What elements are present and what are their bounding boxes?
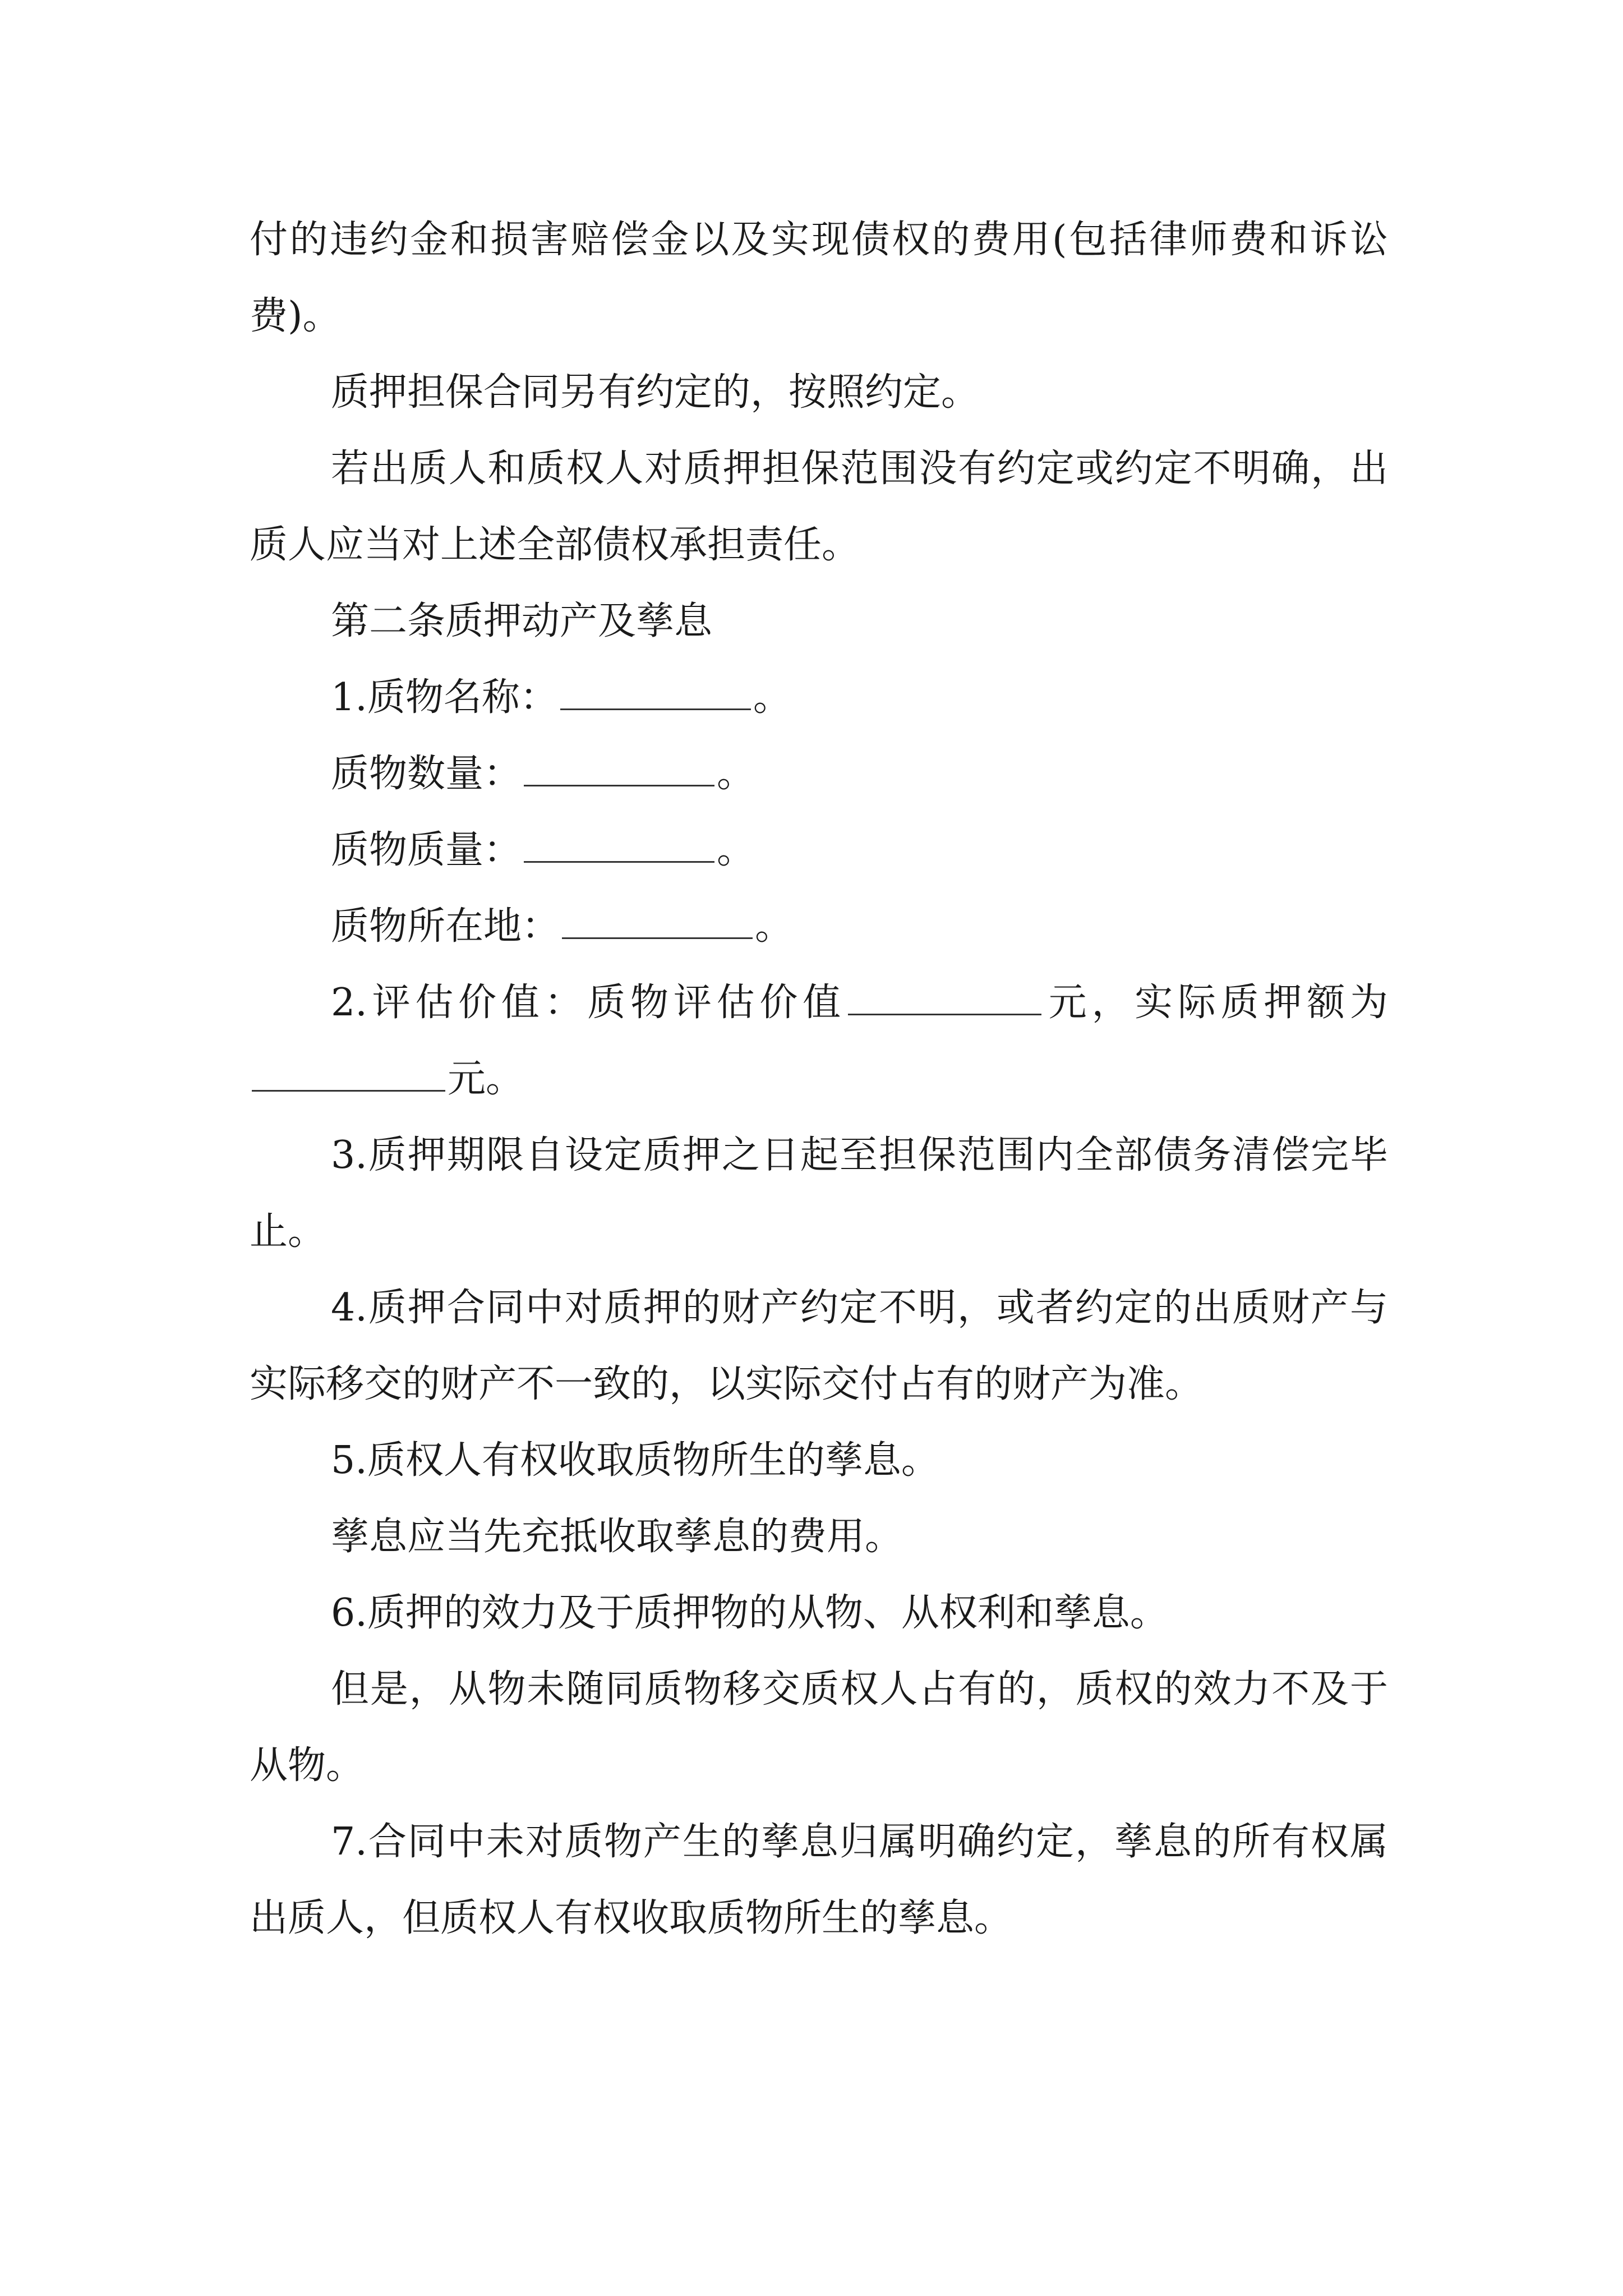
- field-pledge-name: [250, 660, 1388, 736]
- paragraph-pledge-effect: 6.质押的效力及于质押物的从物、从权利和孳息。: [331, 1591, 1168, 1635]
- section-heading-article-2: 第二条质押动产及孳息: [331, 599, 713, 643]
- paragraph-accessory-exception: 但是，从物未随同质物移交质权人占有的，质权的效力不及于从物。: [250, 1667, 1388, 1788]
- field-pledge-location-end: 。: [755, 904, 794, 949]
- paragraph-pledge-term: 3.质押期限自设定质押之日起至担保范围内全部债务清偿完毕止。: [250, 1133, 1388, 1254]
- field-pledge-name-end: 。: [753, 675, 791, 720]
- field-pledge-quality-blank[interactable]: [524, 830, 714, 863]
- paragraph-property-mismatch: 4.质押合同中对质押的财产约定不明，或者约定的出质财产与实际移交的财产不一致的，以实际交付占有的财产为准。: [250, 1286, 1388, 1406]
- field-pledge-name-blank[interactable]: [560, 677, 751, 710]
- field-valuation-text-c: 元。: [448, 1057, 524, 1101]
- field-pledge-quality-end: 。: [717, 828, 755, 872]
- field-pledge-quantity-end: 。: [717, 752, 755, 796]
- document-body: [250, 202, 1388, 1957]
- paragraph-other-agreement: 质押担保合同另有约定的，按照约定。: [331, 370, 980, 415]
- field-pledge-quantity-label: 质物数量：: [331, 752, 522, 796]
- paragraph-fruits-ownership: 7.合同中未对质物产生的孳息归属明确约定，孳息的所有权属出质人，但质权人有权收取质物所生的孳息。: [250, 1820, 1388, 1940]
- field-pledge-quality-label: 质物质量：: [331, 828, 522, 872]
- field-pledge-location-blank[interactable]: [562, 906, 753, 939]
- paragraph-fees: 付的违约金和损害赔偿金以及实现债权的费用(包括律师费和诉讼费)。: [250, 218, 1388, 338]
- field-pledge-location-label: 质物所在地：: [331, 904, 560, 949]
- field-pledge-name-label: 1.质物名称：: [331, 675, 558, 720]
- paragraph-fruits-right: 5.质权人有权收取质物所生的孳息。: [331, 1438, 939, 1483]
- field-pledge-quality: [250, 812, 1388, 889]
- field-valuation-text-b: 元，实际质押额为: [1043, 981, 1388, 1025]
- field-pledge-location: [250, 889, 1388, 965]
- field-pledge-quantity-blank[interactable]: [524, 753, 714, 786]
- field-valuation: [250, 965, 1388, 1117]
- field-valuation-text-a: 2.评估价值：质物评估价值: [331, 981, 846, 1025]
- field-pledge-quantity: [250, 736, 1388, 812]
- paragraph-unclear-scope: 若出质人和质权人对质押担保范围没有约定或约定不明确，出质人应当对上述全部债权承担责任。: [250, 447, 1388, 567]
- field-valuation-blank[interactable]: [848, 982, 1041, 1015]
- field-pledge-amount-blank[interactable]: [252, 1059, 445, 1092]
- paragraph-fruits-costs: 孳息应当先充抵收取孳息的费用。: [331, 1515, 903, 1559]
